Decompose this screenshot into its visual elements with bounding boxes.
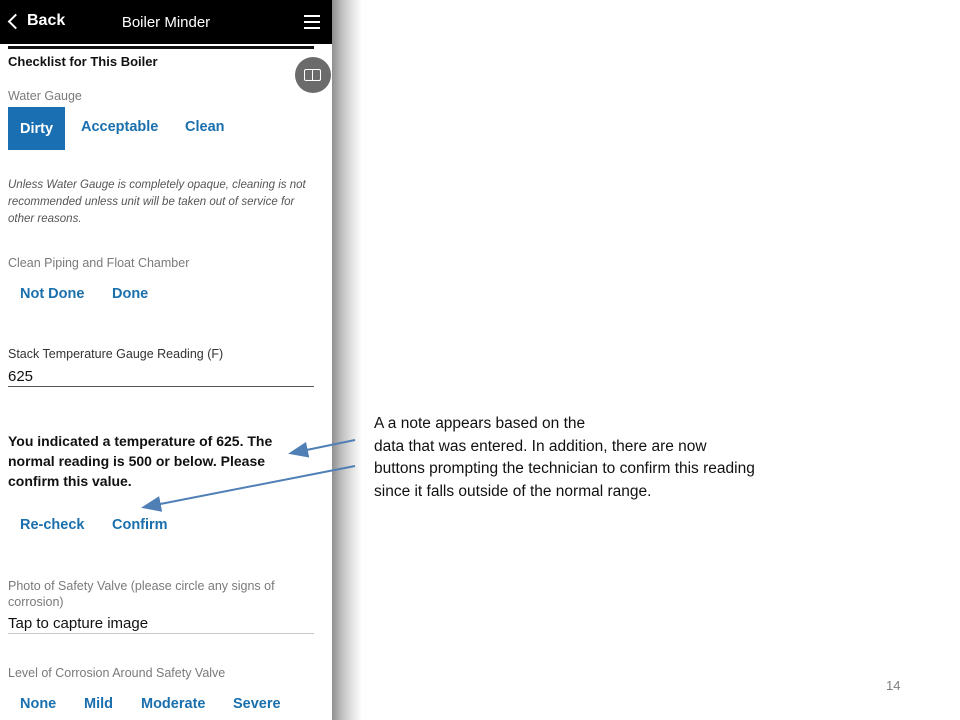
annotation-line-2: data that was entered. In addition, there are now <box>374 437 707 455</box>
option-severe[interactable]: Severe <box>233 696 281 712</box>
stack-temp-label: Stack Temperature Gauge Reading (F) <box>8 347 224 361</box>
option-clean[interactable]: Clean <box>185 119 225 135</box>
slide-number: 14 <box>886 678 901 693</box>
arrow-to-warning <box>292 440 355 453</box>
stack-temp-input[interactable]: 625 <box>8 368 34 385</box>
photo-label: Photo of Safety Valve (please circle any signs of corrosion) <box>8 579 275 609</box>
piping-label: Clean Piping and Float Chamber <box>8 256 190 270</box>
recheck-button[interactable]: Re-check <box>20 517 85 533</box>
app-title: Boiler Minder <box>121 14 211 31</box>
photo-capture-field[interactable]: Tap to capture image <box>8 615 149 632</box>
corrosion-label: Level of Corrosion Around Safety Valve <box>8 666 226 680</box>
checklist-title: Checklist for This Boiler <box>8 54 158 69</box>
temperature-warning: You indicated a temperature of 625. The normal reading is 500 or below. Please confirm this value. <box>8 433 273 489</box>
annotation-line-3: buttons prompting the technician to confirm this reading <box>374 460 755 477</box>
confirm-button[interactable]: Confirm <box>112 517 168 533</box>
option-acceptable[interactable]: Acceptable <box>81 119 159 135</box>
annotation-line-1: A a note appears based on the <box>374 415 586 432</box>
water-gauge-note: Unless Water Gauge is completely opaque, cleaning is not recommended unless unit will be taken out of service for other reasons. <box>8 179 306 225</box>
arrow-to-buttons <box>145 466 355 507</box>
annotation-line-4: since it falls outside of the normal range. <box>374 482 652 500</box>
annotation-text <box>374 413 834 503</box>
option-mild[interactable]: Mild <box>84 696 113 712</box>
option-done[interactable]: Done <box>112 286 149 302</box>
water-gauge-label: Water Gauge <box>8 89 82 103</box>
option-none[interactable]: None <box>20 696 57 712</box>
option-dirty[interactable]: Dirty <box>8 107 65 150</box>
back-label: Back <box>27 12 66 29</box>
option-not-done[interactable]: Not Done <box>20 286 85 302</box>
option-moderate[interactable]: Moderate <box>141 696 206 712</box>
